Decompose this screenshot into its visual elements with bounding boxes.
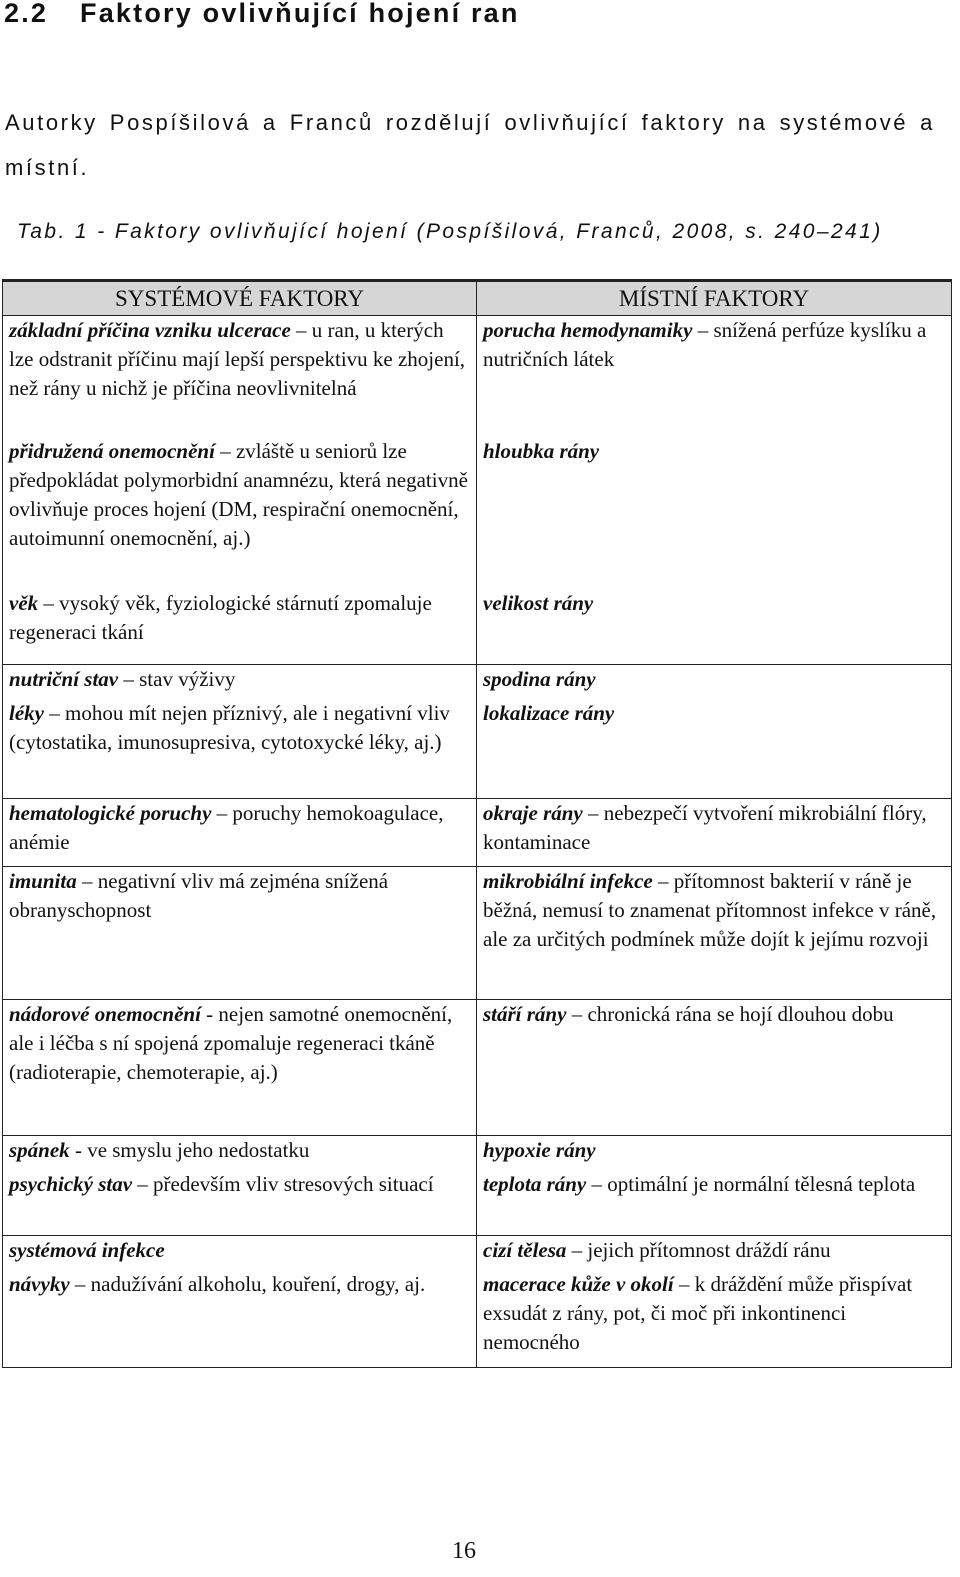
table-row [3, 1000, 952, 1136]
systemic-cell [3, 437, 477, 589]
factor-term: hypoxie rány [483, 1138, 596, 1162]
local-cell [477, 1136, 952, 1170]
factor-sep: – [566, 1238, 588, 1262]
factor-sep: – [69, 1271, 91, 1296]
factor-sep: – [673, 1271, 695, 1296]
factor-desc: ve smyslu jeho nedostatku [87, 1138, 310, 1162]
systemic-cell [3, 799, 477, 867]
systemic-cell [3, 316, 477, 437]
factor-sep: – [566, 1002, 588, 1026]
factor-desc: snížená perfúze kyslíku a nutričních látek [483, 318, 927, 371]
factor-sep: – [290, 318, 312, 342]
table-row [3, 589, 952, 665]
factor-sep: - [200, 1002, 219, 1026]
factor-term: systémová infekce [9, 1238, 165, 1262]
factor-term: mikrobiální infekce [483, 869, 653, 893]
header-local: MÍSTNÍ FAKTORY [477, 281, 952, 316]
factor-term: okraje rány [483, 801, 583, 825]
section-number: 2.2 [4, 0, 49, 28]
table-row [3, 799, 952, 867]
factor-term: hloubka rány [483, 438, 600, 463]
table-row [3, 1270, 952, 1368]
section-heading [4, 0, 520, 29]
table-row [3, 1136, 952, 1170]
factor-term: porucha hemodynamiky [483, 318, 693, 342]
factor-desc: stav výživy [139, 667, 236, 691]
factor-term: lokalizace rány [483, 700, 615, 725]
factor-sep: – [582, 801, 604, 825]
factor-term: nutriční stav [9, 667, 119, 691]
factor-sep: – [118, 667, 140, 691]
factor-sep: – [76, 869, 98, 893]
factor-desc: vysoký věk, fyziologické stárnutí zpomaluje regeneraci tkání [9, 590, 432, 644]
factor-desc: nebezpečí vytvoření mikrobiální flóry, kontaminace [483, 801, 927, 854]
factor-term: návyky [9, 1271, 70, 1296]
factor-desc: nadužívání alkoholu, kouření, drogy, aj. [90, 1271, 426, 1296]
local-cell [477, 589, 952, 665]
table-row [3, 665, 952, 699]
local-cell [477, 437, 952, 589]
factor-sep: – [692, 318, 714, 342]
local-cell [477, 1270, 952, 1368]
factor-desc: zvláště u seniorů lze předpokládat polymorbidní anamnézu, která negativně ovlivňuje proces hojení (DM, respirační onemocnění, autoimunní onemocnění, aj.) [9, 438, 468, 550]
table-row [3, 1236, 952, 1270]
factor-term: spodina rány [483, 667, 596, 691]
factor-desc: chronická rána se hojí dlouhou dobu [587, 1002, 894, 1026]
table-caption: Tab. 1 - Faktory ovlivňující hojení (Pospíšilová, Franců, 2008, s. 240–241) [17, 220, 883, 243]
factor-sep: – [211, 801, 233, 825]
factor-term: spánek [9, 1138, 70, 1162]
local-cell [477, 316, 952, 437]
page-number: 16 [452, 1538, 476, 1564]
factor-desc: jejich přítomnost dráždí ránu [587, 1238, 831, 1262]
factor-sep: – [586, 1171, 608, 1196]
local-cell [477, 665, 952, 699]
local-cell [477, 1236, 952, 1270]
factor-desc: mohou mít nejen příznivý, ale i negativní vliv (cytostatika, imunosupresiva, cytotoxycké léky, aj.) [9, 700, 450, 754]
factor-term: psychický stav [9, 1171, 133, 1196]
factor-term: macerace kůže v okolí [483, 1271, 674, 1296]
table-row [3, 437, 952, 589]
factor-term: základní příčina vzniku ulcerace [9, 318, 291, 342]
factor-sep: – [38, 590, 60, 615]
factor-desc: nejen samotné onemocnění, ale i léčba s ní spojená zpomaluje regeneraci tkáně (radioterapie, chemoterapie, aj.) [9, 1002, 453, 1084]
factor-term: velikost rány [483, 590, 594, 615]
factor-term: cizí tělesa [483, 1238, 567, 1262]
factor-sep: - [69, 1138, 88, 1162]
systemic-cell [3, 699, 477, 799]
factor-term: hematologické poruchy [9, 801, 212, 825]
table-row [3, 1170, 952, 1236]
factor-term: věk [9, 590, 39, 615]
table-row [3, 316, 952, 437]
factor-sep: – [214, 438, 236, 463]
local-cell [477, 1000, 952, 1136]
systemic-cell [3, 589, 477, 665]
factor-desc: především vliv stresových situací [153, 1171, 434, 1196]
systemic-cell [3, 665, 477, 699]
systemic-cell [3, 1136, 477, 1170]
factor-desc: k dráždění může přispívat exsudát z rány, pot, či moč při inkontinenci nemocného [483, 1271, 913, 1354]
table-header-row [3, 281, 952, 316]
factor-term: teplota rány [483, 1171, 587, 1196]
local-cell [477, 699, 952, 799]
section-title: Faktory ovlivňující hojení ran [80, 0, 520, 28]
systemic-cell [3, 1236, 477, 1270]
local-cell [477, 799, 952, 867]
factor-term: stáří rány [483, 1002, 567, 1026]
systemic-cell [3, 1270, 477, 1368]
factor-desc: optimální je normální tělesná teplota [607, 1171, 916, 1196]
header-systemic: SYSTÉMOVÉ FAKTORY [3, 281, 477, 316]
table-row [3, 699, 952, 799]
factor-term: imunita [9, 869, 77, 893]
systemic-cell [3, 867, 477, 1000]
factor-sep: – [43, 700, 65, 725]
factor-sep: – [132, 1171, 154, 1196]
factor-term: nádorové onemocnění [9, 1002, 201, 1026]
systemic-cell [3, 1170, 477, 1236]
factor-desc: negativní vliv má zejména snížená obranyschopnost [9, 869, 389, 922]
systemic-cell [3, 1000, 477, 1136]
factor-desc: poruchy hemokoagulace, anémie [9, 801, 444, 854]
table-row [3, 867, 952, 1000]
intro-paragraph: Autorky Pospíšilová a Franců rozdělují ovlivňující faktory na systémové a místní. [5, 110, 935, 180]
local-cell [477, 867, 952, 1000]
factor-term: přidružená onemocnění [9, 438, 215, 463]
factor-sep: – [652, 869, 674, 893]
local-cell [477, 1170, 952, 1236]
factor-desc: přítomnost bakterií v ráně je běžná, nemusí to znamenat přítomnost infekce v ráně, ale za určitých podmínek může dojít k jejímu rozvoji [483, 869, 937, 951]
factors-table [2, 279, 952, 1368]
factor-desc: u ran, u kterých lze odstranit příčinu mají lepší perspektivu ke zhojení, než rány u nichž je příčina neovlivnitelná [9, 318, 466, 400]
factor-term: léky [9, 700, 44, 725]
